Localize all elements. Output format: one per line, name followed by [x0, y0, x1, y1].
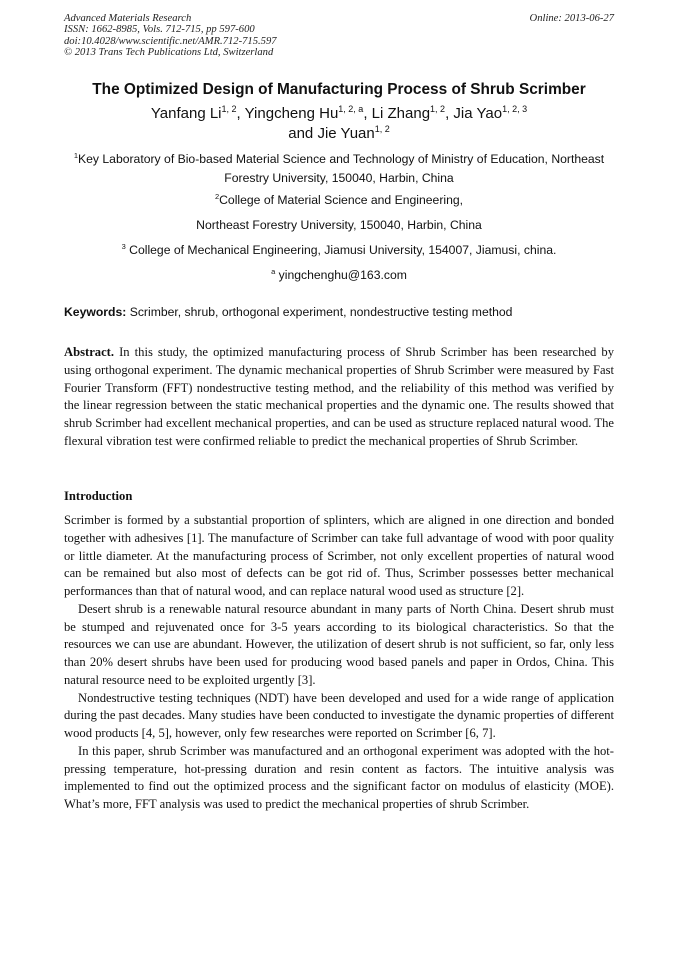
- abstract: [64, 344, 614, 451]
- paragraph: Scrimber is formed by a substantial proportion of splinters, which are aligned in one direction and bonded together with adhesives [1]. The manufacture of Scrimber can take full advantage of wood with poor quality or little diameter. At the manufacturing process of Scrimber, not only excellent properties of natural wood can be remained but also most of defects can be got rid of. Thus, Scrimber possesses better mechanical performances than that of natural wood, and can replace natural wood used as structure [2].: [64, 513, 614, 598]
- author-list: [40, 104, 638, 144]
- affiliation-3: $^3$ College of Mechanical Engineering, Jiamusi University, 154007, Jiamusi, china.: [121, 242, 557, 257]
- paragraph: In this paper, shrub Scrimber was manufactured and an orthogonal experiment was adopted with the hot-pressing temperature, hot-pressing duration and resin content as factors. The intuitive analysis was implemented to find out the optimized process and the significant factor on modulus of elasticity (MOE). What’s more, FFT analysis was used to predict the mechanical properties of shrub Scrimber.: [64, 743, 614, 811]
- affiliation-2-line-1: $^2$College of Material Science and Engineering,: [214, 192, 464, 207]
- keywords-text: Scrimber, shrub, orthogonal experiment, nondestructive testing method: [129, 305, 513, 319]
- affiliation-1: $^1$Key Laboratory of Bio-based Material Science and Technology of Ministry of Education, Northeast Forestry University, 150040, Harbin, China: [73, 151, 605, 185]
- author: and Jie Yuan$^{1, 2}$: [288, 124, 390, 142]
- paragraph: Desert shrub is a renewable natural resource abundant in many parts of North China. Desert shrub must be stumped and rejuvenated once for 3-5 years according to its biological characteristics. So that the resources we can use are abundant. However, the utilization of desert shrub is not sufficient, so far, only less than 20% desert shrubs have been used for producing wood based panels and paper in Ordos, China. This natural resource need to be exploited urgently [3].: [64, 601, 614, 687]
- author-line-1: [40, 104, 638, 124]
- author: Yanfang Li$^{1, 2}$,: [150, 104, 245, 122]
- journal-header: [64, 13, 614, 59]
- author-line-2: [40, 124, 638, 144]
- issn-line: ISSN: 1662-8985, Vols. 712-715, pp 597-600: [64, 24, 255, 36]
- online-date: Online: 2013-06-27: [529, 13, 614, 24]
- author: Jia Yao$^{1, 2, 3}$: [453, 104, 528, 122]
- section-heading-introduction: Introduction: [64, 489, 133, 503]
- paragraph: Nondestructive testing techniques (NDT) have been developed and used for a wide range of application during the past decades. Many studies have been conducted to investigate the dynamic properties of different wood products [4, 5], however, only few researches were reported on Scrimber [6, 7].: [64, 690, 614, 740]
- corresponding-email: $^a$ yingchenghu@163.com: [271, 267, 407, 282]
- doi-line: doi:10.4028/www.scientific.net/AMR.712-715.597: [64, 35, 277, 47]
- abstract-label: Abstract.: [64, 345, 115, 359]
- paper-title: The Optimized Design of Manufacturing Process of Shrub Scrimber: [92, 81, 586, 98]
- author: Yingcheng Hu$^{1, 2, a}$,: [244, 104, 372, 122]
- author: Li Zhang$^{1, 2}$,: [371, 104, 454, 122]
- keywords: [64, 305, 616, 319]
- introduction-body: [64, 512, 614, 814]
- keywords-label: Keywords:: [64, 305, 127, 319]
- journal-name: Advanced Materials Research: [64, 13, 192, 24]
- affiliation-2-line-2: Northeast Forestry University, 150040, Harbin, China: [196, 218, 482, 232]
- abstract-text: In this study, the optimized manufacturing process of Shrub Scrimber has been researched by using orthogonal experiment. The dynamic mechanical properties of Shrub Scrimber were measured by Fast Fourier Transform (FFT) nondestructive testing method, and the reliability of this method was verified by the linear regression between the static mechanical properties and the dynamic one. The results showed that shrub Scrimber had excellent mechanical properties, and can be used as structure replaced natural wood. The flexural vibration test were confirmed reliable to predict the mechanical properties of Shrub Scrimber.: [64, 345, 614, 448]
- copyright-line: © 2013 Trans Tech Publications Ltd, Switzerland: [64, 47, 274, 59]
